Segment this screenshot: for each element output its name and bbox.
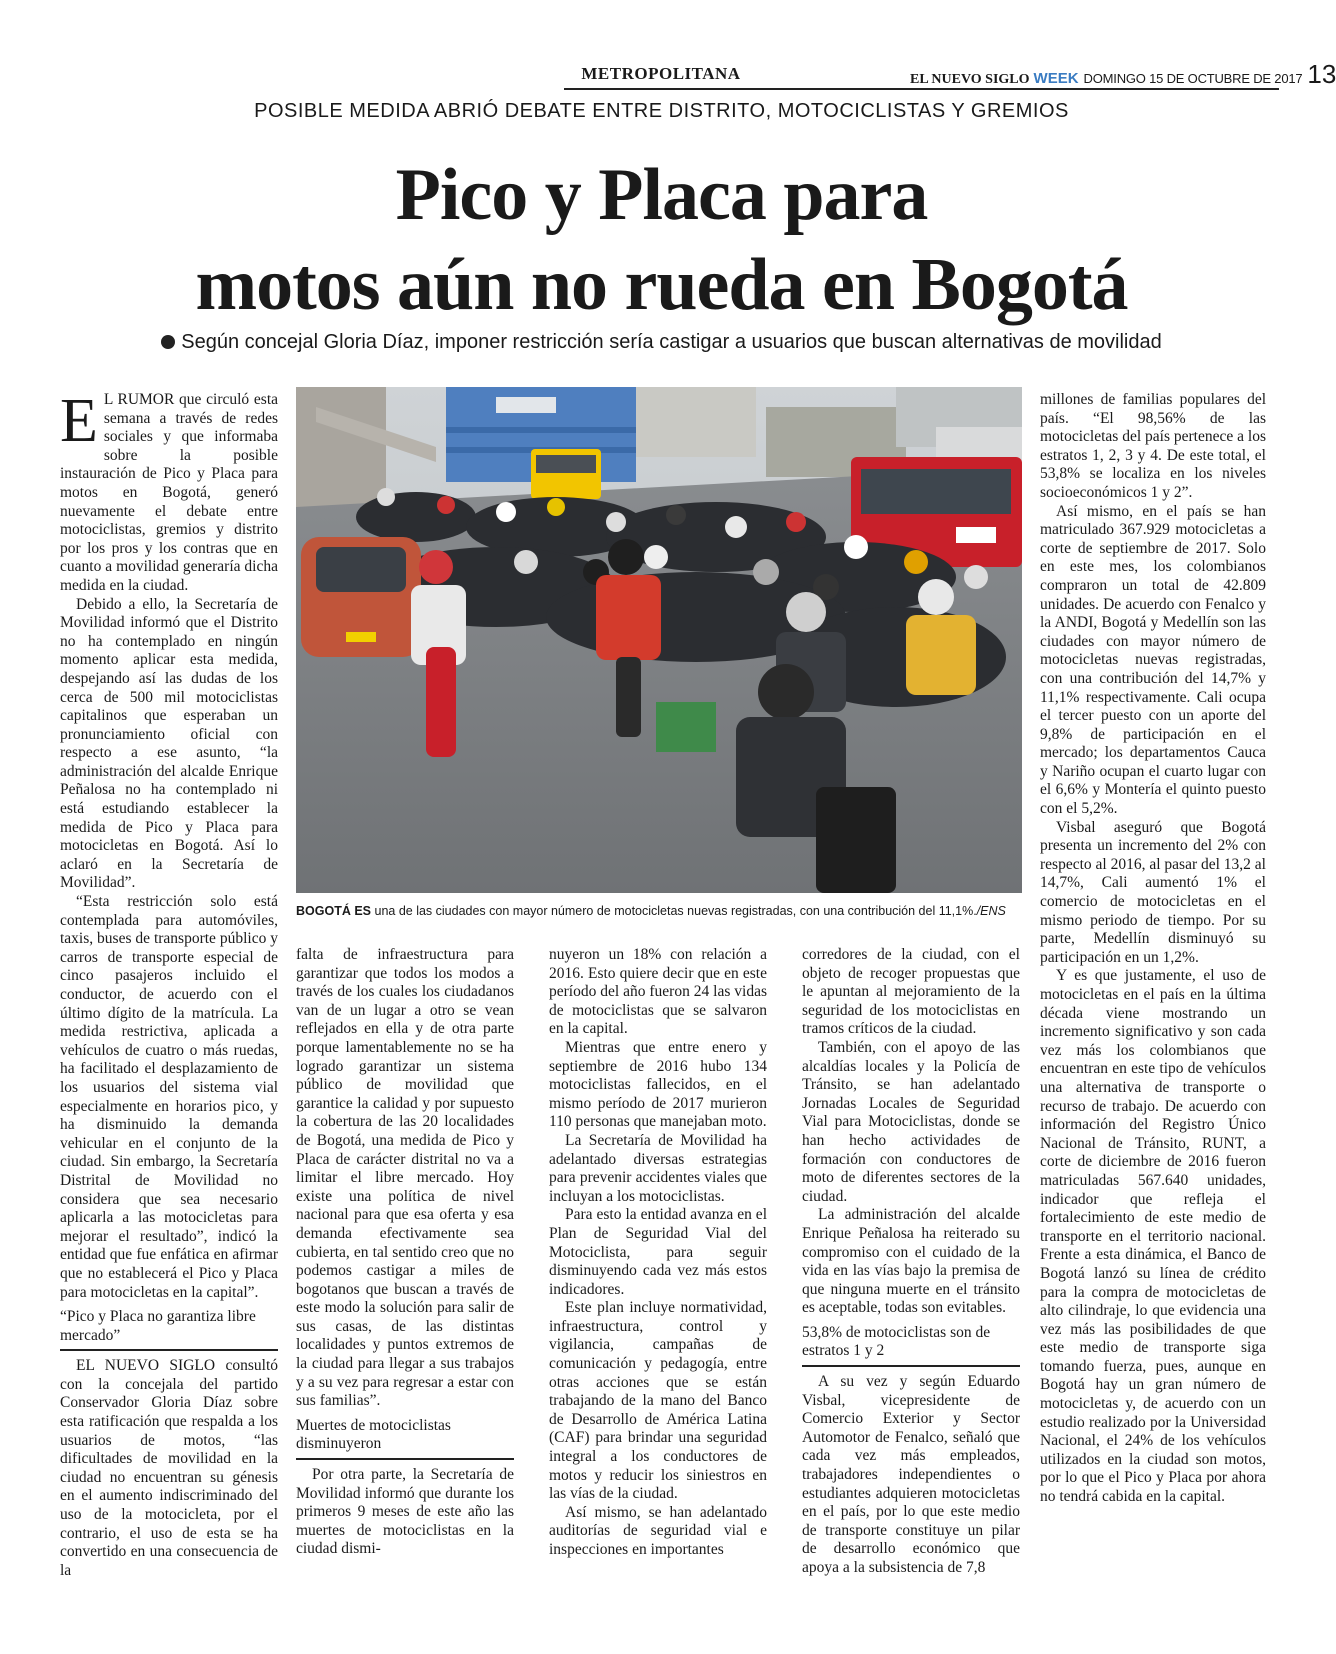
subheading: “Pico y Placa no garantiza libre mercado”: [60, 1308, 278, 1351]
article-column-1: [60, 387, 278, 1580]
caption-text: una de las ciudades con mayor número de motocicletas nuevas registradas, con una contribución del 11,1%.: [371, 904, 977, 918]
issue-date: DOMINGO 15 DE OCTUBRE DE 2017: [1083, 71, 1303, 86]
article-column-3: [549, 946, 767, 1560]
article-column-5: [1040, 391, 1266, 1507]
photo-caption: [296, 902, 1024, 920]
paragraph: Por otra parte, la Secretaría de Movilidad informó que durante los primeros 9 meses de este año las muertes de motociclistas en la ciudad dismi-: [296, 1466, 514, 1558]
paragraph: Para esto la entidad avanza en el Plan de Seguridad Vial del Motociclista, para seguir disminuyendo cada vez más estos indicadores.: [549, 1206, 767, 1298]
paragraph: Y es que justamente, el uso de motocicletas en el país en la última década viene mostrando un incremento significativo y son cada vez más los colombianos que encuentran en este tipo de vehículos una alternativa de transporte o recurso de trabajo. De acuerdo con información del Registro Único Nacional de Tránsito, RUNT, a corte de diciembre de 2016 fueron matriculadas 567.640 unidades, indicador que refleja el fortalecimiento de este medio de transporte en el territorio nacional. Frente a esta dinámica, el Banco de Bogotá lanzó su línea de crédito para la compra de motocicletas de alto cilindraje, lo que evidencia una vez más las posibilidades de que este medio de transporte siga tomando fuerza, pues, aunque en Bogotá hay un gran número de motocicletas y, de acuerdo con un estudio realizado por la Universidad Nacional, el 24% de los vehículos utilizados en la ciudad son motos, por lo que el Pico y Placa por ahora no tendrá cabida en la capital.: [1040, 967, 1266, 1506]
drop-cap: E: [60, 387, 98, 455]
kicker: POSIBLE MEDIDA ABRIÓ DEBATE ENTRE DISTRITO, MOTOCICLISTAS Y GREMIOS: [254, 100, 1069, 122]
paragraph: “Esta restricción solo está contemplada para automóviles, taxis, buses de transporte público y carros de transporte especial de cinco pasajeros incluido el conductor, de acuerdo con el último dígito de la matrícula. La medida restrictiva, aplicada a vehículos de cuatro o más ruedas, ha facilitado el desplazamiento de los usuarios del sistema vial especialmente en horarios pico, y ha disminuido la demanda vehicular en el conjunto de la ciudad. Sin embargo, la Secretaría Distrital de Movilidad no considera que sea necesario aplicarla a las motocicletas para mejorar el resultado”, indicó la entidad que fue enfática en afirmar que no establecerá el Pico y Placa para motocicletas en la capital”.: [60, 893, 278, 1301]
subheading: Muertes de motociclistas disminuyeron: [296, 1417, 514, 1460]
headline-line-1: Pico y Placa para: [395, 154, 928, 236]
paragraph: Debido a ello, la Secretaría de Movilidad informó que el Distrito no ha contemplado en ningún momento aplicar esta medida, despejando así las dudas de los cerca de 500 mil motociclistas capitalinos que esperaban un pronunciamiento oficial con respecto a ese asunto, “la administración del alcalde Enrique Peñalosa no ha contemplado ni está estudiando establecer la medida de Pico y Placa para motocicletas en Bogotá. Así lo aclaró en la Secretaría de Movilidad”.: [60, 595, 278, 892]
subheading: 53,8% de motociclistas son de estratos 1 y 2: [802, 1324, 1020, 1367]
headline: [60, 150, 1263, 330]
paragraph: millones de familias populares del país. “El 98,56% de las motocicletas del país pertenece a los estratos 1, 2, 3 y 4. De este total, el 53,8% se localiza en los niveles socioeconómicos 1 y 2”.: [1040, 391, 1266, 501]
paragraph: La Secretaría de Movilidad ha adelantado diversas estrategias para prevenir accidentes viales que incluyan a los motociclistas.: [549, 1131, 767, 1205]
article-column-2: [296, 946, 514, 1559]
paragraph: Así mismo, en el país se han matriculado 367.929 motocicletas a corte de septiembre de 2017. Solo en este mes, los colombianos compraron un total de 42.809 unidades. De acuerdo con Fenalco y la ANDI, Bogotá y Medellín son las ciudades con mayor número de motocicletas nuevas registradas, con una contribución del 14,7% y 11,1% respectivamente. Cali ocupa el tercer puesto con un aporte del 9,8% de participación en el mercado; los departamentos Cauca y Nariño ocupan el cuarto lugar con el 6,6% y Montería el quinto puesto con el 5,2%.: [1040, 502, 1266, 818]
edition-name: WEEK: [1033, 70, 1079, 87]
paragraph: falta de infraestructura para garantizar que todos los modos a través de los cuales los ciudadanos van de un lugar a otro se vean reflejados en ella y de otra parte porque lamentablemente no se ha logrado garantizar un sistema público de movilidad que garantice la calidad y por supuesto la cobertura de las 20 localidades de Bogotá, una medida de Pico y Placa de carácter distrital no va a limitar el libre mercado. Hoy existe una política de nivel nacional para que esa oferta y esa demanda efectivamente sea cubierta, en tal sentido creo que no podemos castigar a miles de bogotanos que buscan a través de este modo la solución para salir de sus casas, de las distintas localidades y puntos extremos de la ciudad para llegar a sus trabajos y a su vez para regresar a estar con sus familias”.: [296, 946, 514, 1410]
section-title: METROPOLITANA: [581, 64, 741, 83]
paragraph: Así mismo, se han adelantado auditorías de seguridad vial e inspecciones en importantes: [549, 1503, 767, 1558]
article-column-4: [802, 946, 1020, 1578]
page-number: 13: [1307, 59, 1336, 89]
paragraph: A su vez y según Eduardo Visbal, vicepresidente de Comercio Exterior y Sector Automotor de Fenalco, señaló que cada vez más empleados, trabajadores independientes o estudiantes adquieren motocicletas en el país, por lo que este medio de transporte constituye un pilar de desarrollo económico que apoya a la subsistencia de 7,8: [802, 1373, 1020, 1576]
bullet-icon: [161, 335, 175, 349]
paragraph: La administración del alcalde Enrique Peñalosa ha reiterado su compromiso con el cuidado de la vida en las vías bajo la premisa de que ninguna muerte en el tránsito es aceptable, todas son evitables.: [802, 1206, 1020, 1317]
caption-credit: /ENS: [976, 904, 1006, 918]
paragraph: Visbal aseguró que Bogotá presenta un incremento del 2% con respecto al 2016, al pasar del 13,2 al 14,7%, Cali aumentó 1% el comercio de motocicletas en el mismo periodo de tiempo. Por su parte, Medellín disminuyó su participación en un 1,2%.: [1040, 818, 1266, 966]
publication-name: EL NUEVO SIGLO: [910, 72, 1030, 87]
paragraph: corredores de la ciudad, con el objeto de recoger propuestas que le apuntan al mejoramiento de la seguridad de los motociclistas en tramos críticos de la ciudad.: [802, 946, 1020, 1038]
masthead: [910, 59, 1336, 89]
paragraph: nuyeron un 18% con relación a 2016. Esto quiere decir que en este período del año fueron 24 las vidas de motociclistas que se salvaron en la capital.: [549, 946, 767, 1038]
motorcycle-traffic-photo: [296, 387, 1022, 893]
header-rule: [564, 88, 1279, 90]
paragraph: También, con el apoyo de las alcaldías locales y la Policía de Tránsito, se han adelantado Jornadas Locales de Seguridad Vial para Motociclistas, donde se han hecho actividades de formación con conductores de moto de diferentes sectores de la ciudad.: [802, 1038, 1020, 1205]
article-photo: [296, 387, 1022, 893]
paragraph: L RUMOR que circuló esta semana a través de redes sociales y que informaba sobre la posible instauración de Pico y Placa para motos en Bogotá, generó nuevamente el debate entre motociclistas, gremios y distrito por los pros y los contras que en cuanto a movilidad generaría dicha medida en la ciudad.: [60, 391, 278, 594]
headline-line-2: motos aún no rueda en Bogotá: [195, 244, 1128, 326]
paragraph: Mientras que entre enero y septiembre de 2016 hubo 134 motociclistas fallecidos, en el mismo período de 2017 murieron 110 personas que manejaban moto.: [549, 1038, 767, 1131]
caption-lead: BOGOTÁ ES: [296, 904, 372, 918]
summary-text: Según concejal Gloria Díaz, imponer restricción sería castigar a usuarios que buscan alternativas de movilidad: [181, 331, 1162, 353]
summary: [60, 331, 1263, 354]
paragraph: Este plan incluye normatividad, infraestructura, control y vigilancia, campañas de comunicación y pedagogía, entre otras acciones que se están trabajando de la mano del Banco de Desarrollo de América Latina (CAF) para brindar una seguridad integral a los conductores de motos y reducir los siniestros en las vías de la ciudad.: [549, 1299, 767, 1503]
paragraph: EL NUEVO SIGLO consultó con la concejala del partido Conservador Gloria Díaz sobre esta ratificación que respalda a los usuarios de motos, “las dificultades de movilidad en la ciudad no encuentran su génesis en el aumento indiscriminado del uso de la motocicleta, por el contrario, el uso de esta se ha convertido en una consecuencia de la: [60, 1357, 278, 1579]
